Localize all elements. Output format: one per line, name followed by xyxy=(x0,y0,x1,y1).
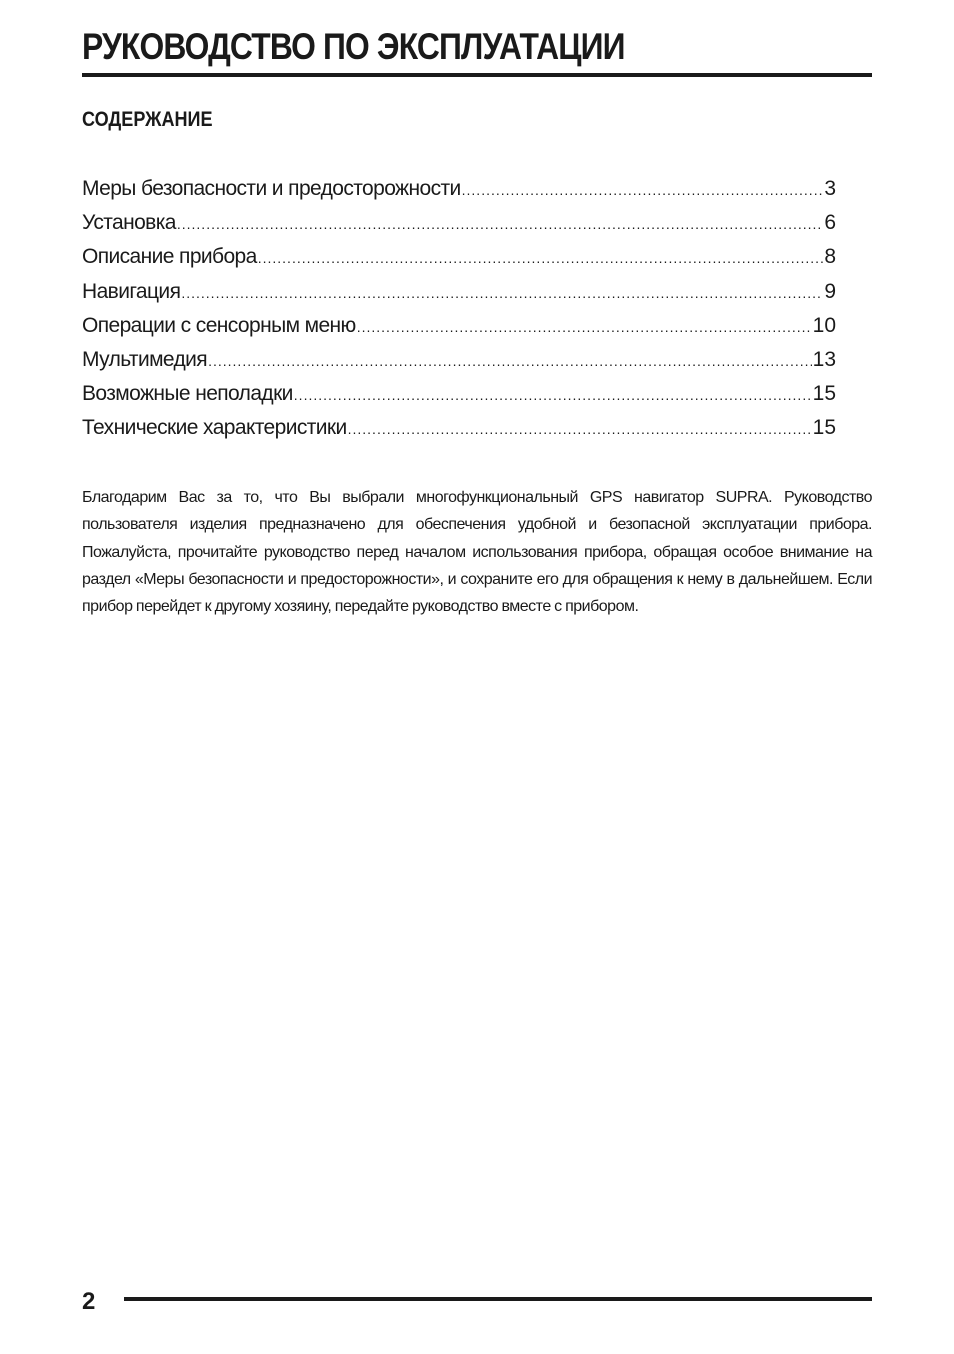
toc-item-page: 6 xyxy=(824,211,836,235)
toc-item-label: Меры безопасности и предосторожности xyxy=(82,177,461,200)
toc-item-label: Технические характеристики xyxy=(82,416,347,440)
toc-heading: СОДЕРЖАНИЕ xyxy=(82,108,213,131)
toc-item-installation[interactable] xyxy=(82,206,836,240)
title-divider xyxy=(82,73,872,77)
toc-item-page: 10 xyxy=(812,313,836,337)
toc-item-touch-menu[interactable] xyxy=(82,309,836,343)
toc-item-label: Навигация xyxy=(82,279,181,303)
toc-item-page: 15 xyxy=(812,416,836,440)
table-of-contents xyxy=(82,172,836,446)
toc-item-label: Возможные неполадки xyxy=(82,382,293,406)
toc-item-page: 9 xyxy=(824,279,836,303)
toc-leader-dots xyxy=(258,241,824,275)
toc-item-page: 15 xyxy=(812,382,836,406)
toc-item-page: 3 xyxy=(824,177,836,200)
toc-item-device-description[interactable] xyxy=(82,240,836,274)
page-title: РУКОВОДСТВО ПО ЭКСПЛУАТАЦИИ xyxy=(82,26,625,67)
toc-item-specifications[interactable] xyxy=(82,411,836,445)
toc-item-page: 13 xyxy=(812,347,836,371)
intro-paragraph: Благодарим Вас за то, что Вы выбрали многофункциональный GPS навигатор SUPRA. Руководство пользователя изделия предназначено для обеспечения удобной и безопасной эксплуатации прибора. Пожалуйста, прочитайте руководство перед началом использования прибора, обращая особое внимание на раздел «Меры безопасности и предосторожности», и сохраните его для обращения к нему в дальнейшем. Если прибор перейдет к другому хозяину, передайте руководство вместе с прибором. xyxy=(82,489,873,616)
toc-item-label: Операции с сенсорным меню xyxy=(82,313,356,337)
page-number: 2 xyxy=(82,1288,96,1315)
toc-leader-dots xyxy=(348,412,812,446)
toc-leader-dots xyxy=(208,344,812,378)
toc-item-page: 8 xyxy=(824,245,836,269)
footer-divider xyxy=(124,1297,872,1301)
toc-item-safety[interactable] xyxy=(82,172,836,206)
toc-leader-dots xyxy=(462,173,824,207)
toc-item-label: Описание прибора xyxy=(82,245,257,269)
toc-item-troubleshooting[interactable] xyxy=(82,377,836,411)
toc-leader-dots xyxy=(181,276,823,310)
toc-item-multimedia[interactable] xyxy=(82,343,836,377)
toc-item-label: Мультимедия xyxy=(82,347,208,371)
toc-leader-dots xyxy=(357,310,812,344)
toc-item-label: Установка xyxy=(82,211,176,235)
toc-leader-dots xyxy=(294,378,812,412)
toc-item-navigation[interactable] xyxy=(82,275,836,309)
toc-leader-dots xyxy=(177,207,823,241)
